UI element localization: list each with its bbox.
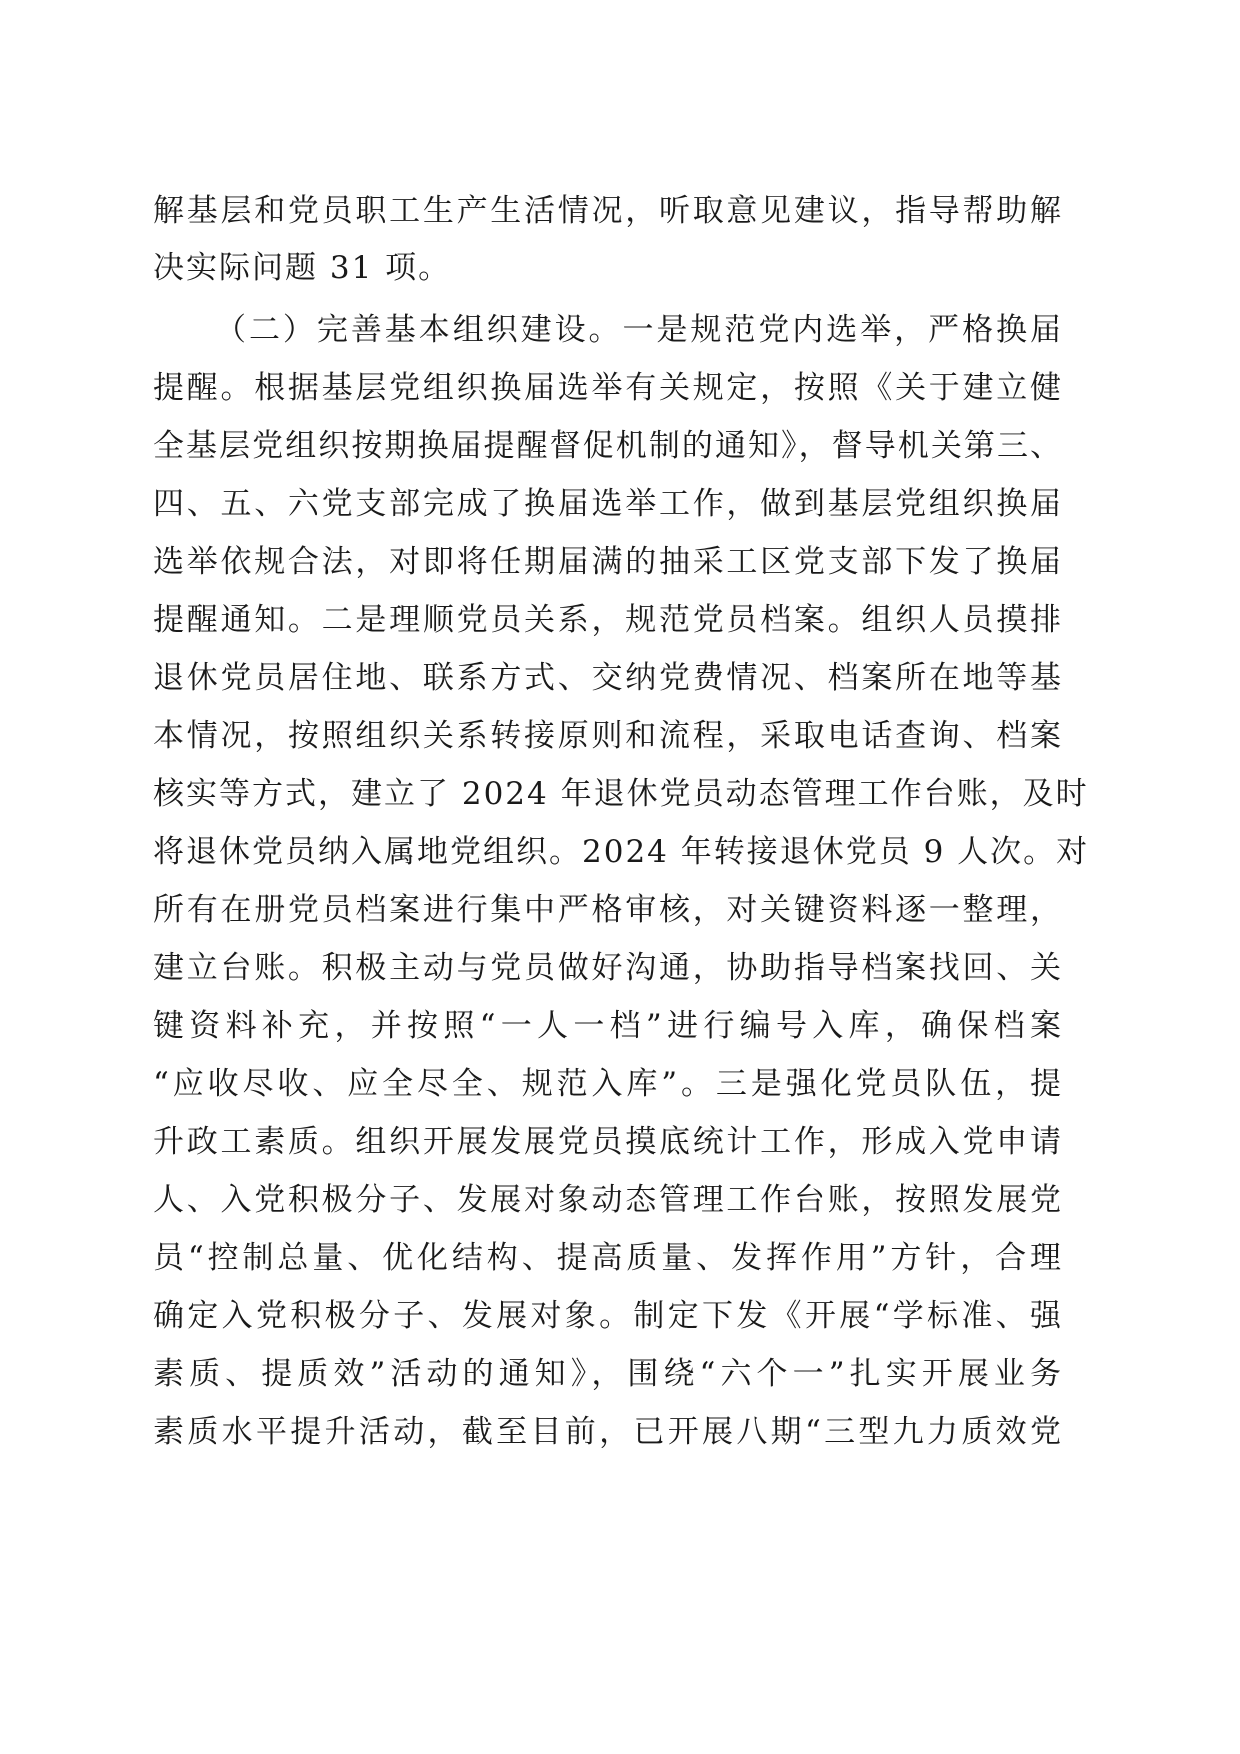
text-line-21: 素质、提质效”活动的通知》，围绕“六个一”扎实开展业务 <box>153 1356 1063 1392</box>
text-line-20: 确定入党积极分子、发展对象。制定下发《开展“学标准、强 <box>153 1298 1063 1334</box>
text-line-6: 四、五、六党支部完成了换届选举工作，做到基层党组织换届 <box>153 486 1063 522</box>
text-line-8: 提醒通知。二是理顺党员关系，规范党员档案。组织人员摸排 <box>153 602 1063 638</box>
text-line-1: 解基层和党员职工生产生活情况，听取意见建议，指导帮助解 <box>153 193 1063 229</box>
text-line-13: 所有在册党员档案进行集中严格审核，对关键资料逐一整理， <box>153 892 1063 928</box>
text-line-7: 选举依规合法，对即将任期届满的抽采工区党支部下发了换届 <box>153 544 1063 580</box>
text-line-11: 核实等方式，建立了 2024 年退休党员动态管理工作台账，及时 <box>153 776 1089 812</box>
text-line-15: 键资料补充，并按照“一人一档”进行编号入库，确保档案 <box>153 1008 1063 1044</box>
text-line-18: 人、入党积极分子、发展对象动态管理工作台账，按照发展党 <box>153 1182 1063 1218</box>
text-line-14: 建立台账。积极主动与党员做好沟通，协助指导档案找回、关 <box>153 950 1063 986</box>
text-line-22: 素质水平提升活动，截至目前，已开展八期“三型九力质效党 <box>153 1414 1063 1450</box>
text-line-10: 本情况，按照组织关系转接原则和流程，采取电话查询、档案 <box>153 718 1063 754</box>
text-line-19: 员“控制总量、优化结构、提高质量、发挥作用”方针，合理 <box>153 1240 1063 1276</box>
text-line-17: 升政工素质。组织开展发展党员摸底统计工作，形成入党申请 <box>153 1124 1063 1160</box>
text-line-9: 退休党员居住地、联系方式、交纳党费情况、档案所在地等基 <box>153 660 1063 696</box>
text-line-4: 提醒。根据基层党组织换届选举有关规定，按照《关于建立健 <box>153 370 1063 406</box>
text-line-12: 将退休党员纳入属地党组织。2024 年转接退休党员 9 人次。对 <box>153 834 1090 870</box>
paragraph-heading-line: （二）完善基本组织建设。一是规范党内选举，严格换届 <box>215 312 1063 348</box>
text-line-2: 决实际问题 31 项。 <box>153 250 452 286</box>
text-line-16: “应收尽收、应全尽全、规范入库”。三是强化党员队伍，提 <box>153 1066 1063 1102</box>
text-line-5: 全基层党组织按期换届提醒督促机制的通知》，督导机关第三、 <box>153 428 1063 464</box>
